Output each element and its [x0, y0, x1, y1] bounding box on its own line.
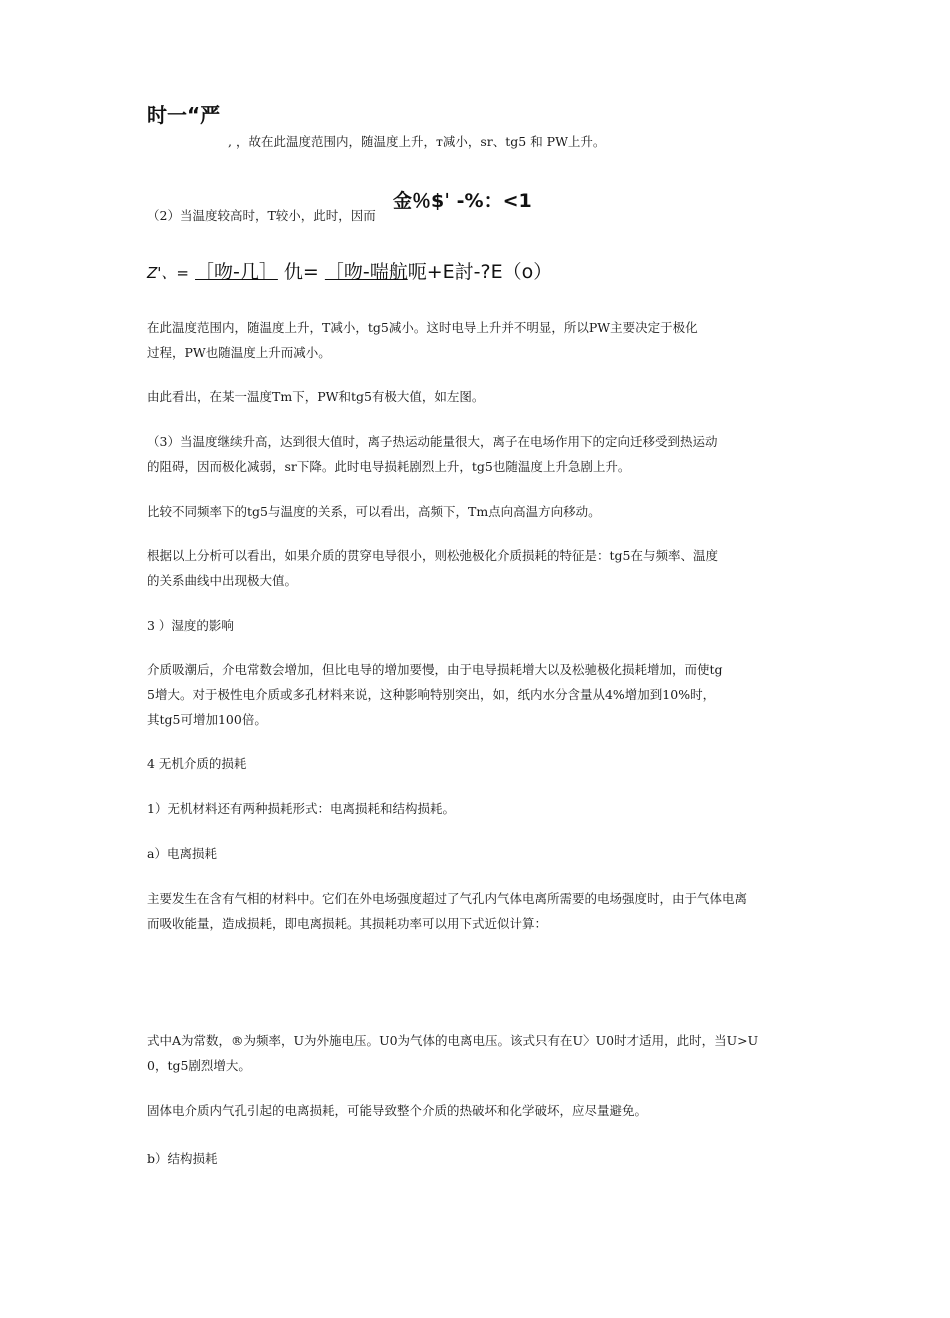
paragraph-11: 固体电介质内气孔引起的电离损耗，可能导致整个介质的热破坏和化学破坏，应尽量避免。 [147, 1103, 648, 1118]
section-4-a: a）电离损耗 [147, 846, 217, 861]
paragraph-8-line-3: 其tg5可增加100倍。 [147, 712, 267, 727]
section-4-1: 1）无机材料还有两种损耗形式：电离损耗和结构损耗。 [147, 801, 455, 816]
paragraph-9-line-1: 主要发生在含有气相的材料中。它们在外电场强度超过了气孔内气体电离所需要的电场强度时，由于气体电离 [147, 891, 748, 906]
paragraph-9-line-2: 而吸收能量，造成损耗，即电离损耗。其损耗功率可以用下式近似计算： [147, 916, 548, 931]
section-4-b: b）结构损耗 [147, 1151, 218, 1166]
paragraph-7-line-2: 的关系曲线中出现极大值。 [147, 573, 298, 588]
paragraph-8-line-1: 介质吸潮后，介电常数会增加，但比电导的增加要慢，由于电导损耗增大以及松驰极化损耗增加，而使tg [147, 662, 723, 677]
paragraph-7-line-1: 根据以上分析可以看出，如果介质的贯穿电导很小，则松弛极化介质损耗的特征是：tg5在与频率、温度 [147, 548, 718, 563]
formula-3-tail: 呃+E討-?E（o） [407, 261, 553, 283]
formula-3-lead: Z'、= [147, 264, 189, 282]
paragraph-5-line-1: （3）当温度继续升高，达到很大值时，离子热运动能量很大，离子在电场作用下的定向迁移受到热运动 [147, 434, 718, 449]
paragraph-3-line-2: 过程，PW也随温度上升而减小。 [147, 345, 331, 360]
paragraph-5-line-2: 的阻碍，因而极化减弱，sr下降。此时电导损耗剧烈上升，tg5也随温度上升急剧上升。 [147, 459, 631, 474]
formula-3-mid: 仇= [277, 261, 319, 283]
paragraph-4: 由此看出，在某一温度Tm下，PW和tg5有极大值，如左图。 [147, 389, 485, 404]
formula-3 [147, 257, 552, 284]
paragraph-2: （2）当温度较高时，T较小，此时，因而 [147, 208, 376, 223]
paragraph-10-line-1: 式中A为常数，®为频率，U为外施电压。U0为气体的电离电压。该式只有在U〉U0时才适用，此时，当U>U [147, 1033, 759, 1048]
paragraph-3-line-1: 在此温度范围内，随温度上升，T减小，tg5减小。这时电导上升并不明显，所以PW主要决定于极化 [147, 320, 698, 335]
formula-heading: 时一“严 [147, 103, 221, 127]
section-3-heading: 3 ）湿度的影响 [147, 618, 234, 633]
paragraph-1: , ，故在此温度范围内，随温度上升，т减小，sr、tg5 和 PW上升。 [228, 134, 606, 149]
paragraph-6: 比较不同频率下的tg5与温度的关系，可以看出，高频下，Tm点向高温方向移动。 [147, 504, 601, 519]
formula-3-part-a: ［吻-几］ [195, 261, 278, 283]
formula-2: 金％$ˈ -%：<1 [393, 190, 532, 212]
paragraph-8-line-2: 5增大。对于极性电介质或多孔材料来说，这种影响特别突出，如，纸内水分含量从4%增加到10%时， [147, 687, 716, 702]
formula-3-part-b: ［吻-喘航 [324, 261, 408, 283]
paragraph-10-line-2: 0，tg5剧烈增大。 [147, 1058, 251, 1073]
section-4-heading: 4 无机介质的损耗 [147, 756, 247, 771]
